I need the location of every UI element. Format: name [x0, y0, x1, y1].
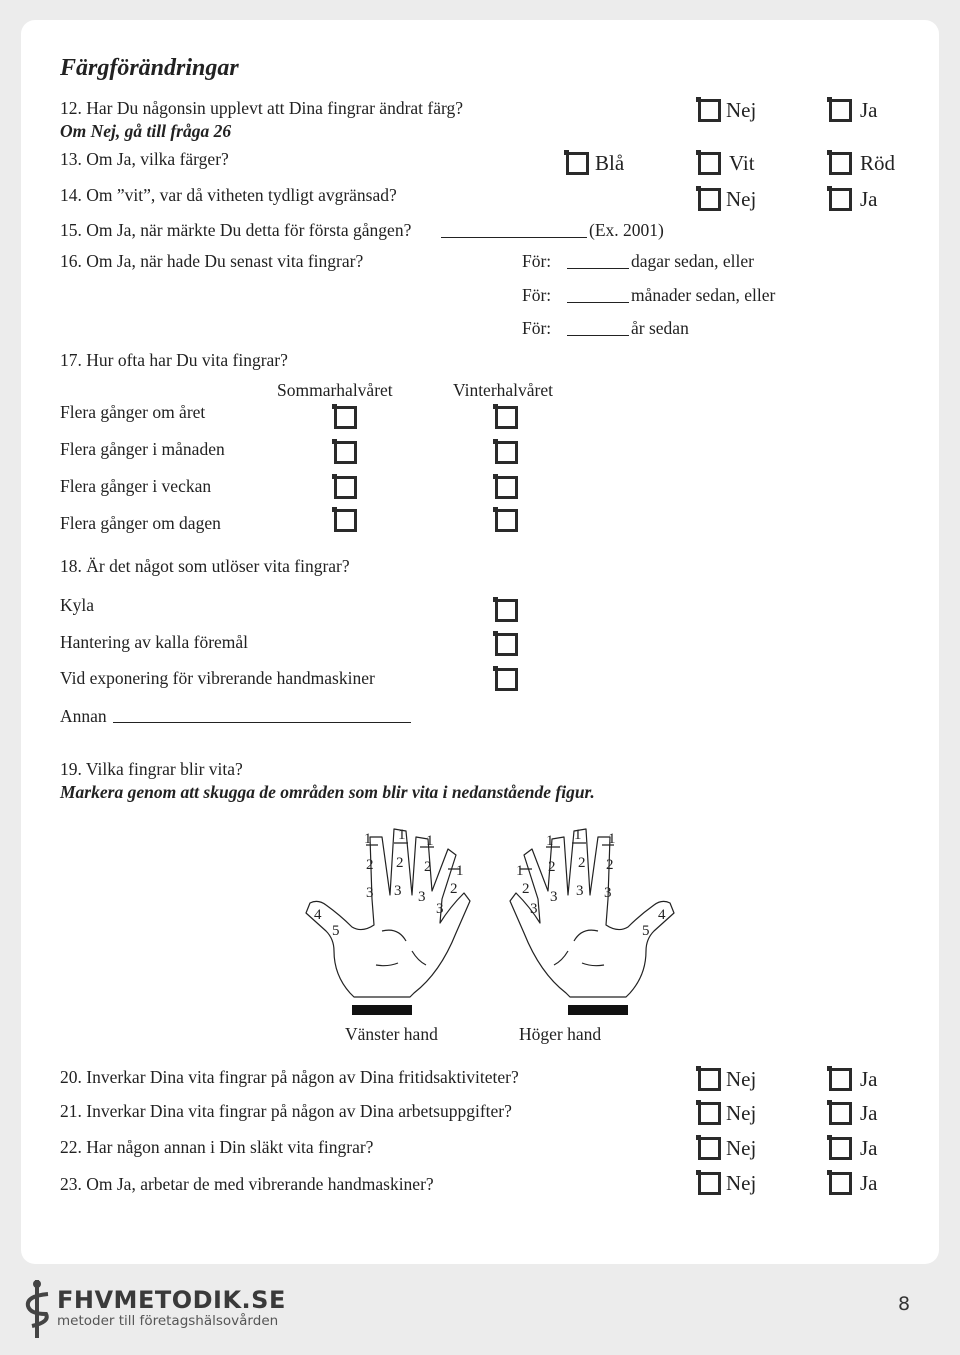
q18-vibration-checkbox[interactable]: [495, 668, 518, 691]
right-hand-crease: [574, 930, 598, 941]
svg-text:1: 1: [364, 831, 372, 847]
q12-no-checkbox[interactable]: [698, 99, 721, 122]
q18-cold-objects-checkbox[interactable]: [495, 633, 518, 656]
left-hand-outline: [306, 829, 470, 997]
left-hand-crease: [382, 930, 406, 941]
q18-text: 18. Är det något som utlöser vita fingrar?: [60, 556, 350, 576]
q21-no-label: Nej: [726, 1101, 757, 1125]
q17-row-label: Flera gånger i månaden: [60, 439, 225, 459]
right-hand-crease: [554, 951, 568, 965]
q17-row-label: Flera gånger i veckan: [60, 476, 212, 496]
q17-row-label: Flera gånger om dagen: [60, 513, 221, 533]
footer-tagline: metoder till företagshälsovården: [57, 1313, 279, 1329]
q18-other-line[interactable]: [113, 722, 411, 723]
q13-text: 13. Om Ja, vilka färger?: [60, 149, 229, 169]
q17-col-summer: Sommarhalvåret: [277, 380, 393, 400]
q16-years-line[interactable]: [567, 335, 629, 336]
svg-text:3: 3: [366, 885, 374, 901]
q21-no-checkbox[interactable]: [698, 1102, 721, 1125]
svg-text:4: 4: [658, 907, 666, 923]
q12-text: 12. Har Du någonsin upplevt att Dina fingrar ändrat färg?: [60, 98, 464, 118]
left-hand-crease: [412, 951, 426, 965]
q16-days-line[interactable]: [567, 268, 629, 269]
q18-row-label: Kyla: [60, 595, 95, 615]
q19-instruction: Markera genom att skugga de områden som blir vita i nedanstående figur.: [60, 782, 595, 802]
q18-row-label: Vid exponering för vibrerande handmaskiner: [60, 668, 375, 688]
q17-text: 17. Hur ofta har Du vita fingrar?: [60, 350, 288, 370]
q22-yes-label: Ja: [860, 1136, 878, 1160]
q16-years-label: år sedan: [631, 318, 689, 338]
q23-no-checkbox[interactable]: [698, 1172, 721, 1195]
q20-no-label: Nej: [726, 1067, 757, 1091]
svg-text:2: 2: [522, 881, 530, 897]
q17-winter-checkbox[interactable]: [495, 441, 518, 464]
q16-text: 16. Om Ja, när hade Du senast vita fingrar?: [60, 251, 364, 271]
svg-text:2: 2: [578, 855, 586, 871]
svg-text:2: 2: [548, 859, 556, 875]
q20-text: 20. Inverkar Dina vita fingrar på någon av Dina fritidsaktiviteter?: [60, 1067, 519, 1087]
svg-text:4: 4: [314, 907, 322, 923]
q22-yes-checkbox[interactable]: [829, 1137, 852, 1160]
q20-yes-label: Ja: [860, 1067, 878, 1091]
left-hand-crease: [376, 963, 398, 966]
q20-yes-checkbox[interactable]: [829, 1068, 852, 1091]
q17-summer-checkbox[interactable]: [334, 476, 357, 499]
q17-summer-checkbox[interactable]: [334, 509, 357, 532]
q12-no-label: Nej: [726, 98, 757, 122]
svg-text:1: 1: [546, 833, 554, 849]
svg-text:3: 3: [418, 889, 426, 905]
q20-no-checkbox[interactable]: [698, 1068, 721, 1091]
q14-yes-label: Ja: [860, 187, 878, 211]
q23-yes-checkbox[interactable]: [829, 1172, 852, 1195]
q16-months-label: månader sedan, eller: [631, 285, 776, 305]
q13-blue-checkbox[interactable]: [566, 152, 589, 175]
q12-yes-label: Ja: [860, 98, 878, 122]
footer-brand[interactable]: FHVMETODIK.SE: [57, 1286, 286, 1314]
q13-red-checkbox[interactable]: [829, 152, 852, 175]
svg-text:1: 1: [608, 831, 616, 847]
q12-yes-checkbox[interactable]: [829, 99, 852, 122]
q22-no-label: Nej: [726, 1136, 757, 1160]
svg-text:3: 3: [550, 889, 558, 905]
svg-text:2: 2: [366, 857, 374, 873]
q23-text: 23. Om Ja, arbetar de med vibrerande handmaskiner?: [60, 1174, 434, 1194]
q13-blue-label: Blå: [595, 151, 625, 175]
q18-other-label: Annan: [60, 706, 107, 726]
q21-yes-checkbox[interactable]: [829, 1102, 852, 1125]
q21-yes-label: Ja: [860, 1101, 878, 1125]
q14-no-checkbox[interactable]: [698, 188, 721, 211]
right-wrist-bar: [568, 1005, 628, 1015]
q17-col-winter: Vinterhalvåret: [453, 380, 554, 400]
svg-text:1: 1: [456, 863, 464, 879]
q18-cold-checkbox[interactable]: [495, 599, 518, 622]
page-number: 8: [898, 1293, 911, 1315]
svg-text:2: 2: [606, 857, 614, 873]
left-wrist-bar: [352, 1005, 412, 1015]
svg-text:1: 1: [398, 827, 406, 843]
svg-text:3: 3: [530, 901, 538, 917]
q22-no-checkbox[interactable]: [698, 1137, 721, 1160]
right-hand-crease: [582, 963, 604, 966]
svg-text:1: 1: [516, 863, 524, 879]
q16-for-days: För:: [522, 251, 552, 271]
q17-winter-checkbox[interactable]: [495, 476, 518, 499]
svg-text:2: 2: [450, 881, 458, 897]
q16-for-years: För:: [522, 318, 552, 338]
hands-figure[interactable]: [290, 815, 690, 1020]
q18-row-label: Hantering av kalla föremål: [60, 632, 249, 652]
right-hand-numbers: [516, 827, 666, 939]
q14-yes-checkbox[interactable]: [829, 188, 852, 211]
svg-text:1: 1: [574, 827, 582, 843]
svg-text:3: 3: [576, 883, 584, 899]
q12-note: Om Nej, gå till fråga 26: [60, 121, 232, 141]
right-hand-label: Höger hand: [519, 1024, 602, 1044]
q17-winter-checkbox[interactable]: [495, 509, 518, 532]
left-hand-label: Vänster hand: [345, 1024, 438, 1044]
svg-text:3: 3: [394, 883, 402, 899]
svg-text:1: 1: [426, 833, 434, 849]
svg-text:2: 2: [424, 859, 432, 875]
q17-summer-checkbox[interactable]: [334, 441, 357, 464]
q14-no-label: Nej: [726, 187, 757, 211]
q15-answer-line[interactable]: [441, 237, 587, 238]
svg-text:5: 5: [332, 923, 340, 939]
q17-row-label: Flera gånger om året: [60, 402, 206, 422]
q14-text: 14. Om ”vit”, var då vitheten tydligt avgränsad?: [60, 185, 397, 205]
q23-no-label: Nej: [726, 1171, 757, 1195]
svg-text:3: 3: [604, 885, 612, 901]
q15-text: 15. Om Ja, när märkte Du detta för första gången?: [60, 220, 412, 240]
q23-yes-label: Ja: [860, 1171, 878, 1195]
q13-red-label: Röd: [860, 151, 896, 175]
svg-text:2: 2: [396, 855, 404, 871]
q22-text: 22. Har någon annan i Din släkt vita fingrar?: [60, 1137, 374, 1157]
svg-text:5: 5: [642, 923, 650, 939]
q16-for-months: För:: [522, 285, 552, 305]
q17-winter-checkbox[interactable]: [495, 406, 518, 429]
section-title: Färgförändringar: [60, 55, 239, 81]
caduceus-icon: [22, 1278, 52, 1340]
q16-days-label: dagar sedan, eller: [631, 251, 754, 271]
q17-summer-checkbox[interactable]: [334, 406, 357, 429]
q15-example: (Ex. 2001): [589, 220, 664, 240]
q16-months-line[interactable]: [567, 302, 629, 303]
svg-text:3: 3: [436, 901, 444, 917]
q21-text: 21. Inverkar Dina vita fingrar på någon av Dina arbetsuppgifter?: [60, 1101, 512, 1121]
q13-white-checkbox[interactable]: [698, 152, 721, 175]
q13-white-label: Vit: [729, 151, 755, 175]
q19-text: 19. Vilka fingrar blir vita?: [60, 759, 243, 779]
